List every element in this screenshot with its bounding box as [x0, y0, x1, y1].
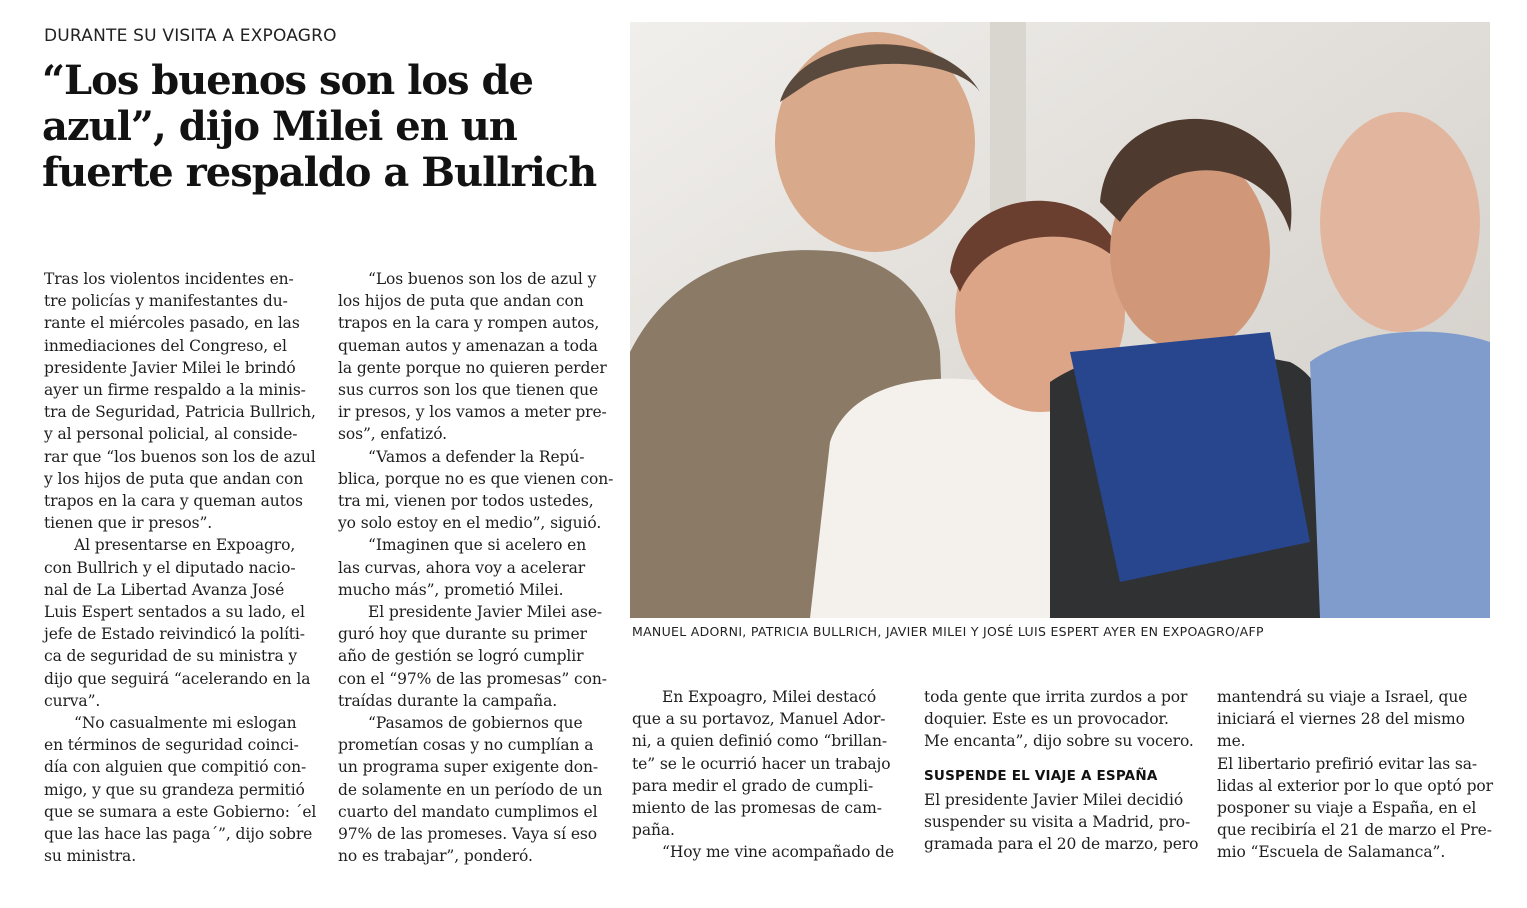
article-column-2 [338, 268, 618, 867]
paragraph: Al presentarse en Expoagro, con Bullrich y el diputado nacio- nal de La Libertad Avanza José Luis Espert sentados a su lado, el jefe de Estado reivindicó la políti- ca de seguridad de su ministra y dijo que seguirá “acelerando en la curva”. [44, 536, 311, 710]
paragraph: “Hoy me vine acompañado de [662, 843, 895, 862]
paragraph: El presidente Javier Milei decidió suspender su visita a Madrid, pro- gramada para el 20 de marzo, pero [924, 790, 1199, 854]
paragraph: toda gente que irrita zurdos a por doquier. Este es un provocador. Me encanta”, dijo sobre su vocero. [924, 688, 1194, 751]
article-headline: “Los buenos son los de azul”, dijo Milei en un fuerte respaldo a Bullrich [42, 57, 597, 196]
photo-illustration [630, 22, 1490, 618]
article-column-3 [632, 686, 910, 864]
paragraph: El libertario prefirió evitar las sa- lidas al exterior por lo que optó por posponer su viaje a España, en el que recibiría el 21 de marzo el Pre- mio “Escuela de Salamanca”. [1217, 754, 1493, 862]
article-column-1 [44, 268, 324, 867]
paragraph: “No casualmente mi eslogan en términos de seguridad coinci- día con alguien que compitió con- migo, y que su grandeza permitió que se sumara a este Gobierno: ´el que las hace las paga´”, dijo sobre su ministra. [44, 714, 317, 866]
article-column-4 [924, 686, 1204, 855]
paragraph: “Imaginen que si acelero en las curvas, ahora voy a acelerar mucho más”, prometió Milei. [338, 536, 587, 599]
section-subhead: SUSPENDE EL VIAJE A ESPAÑA [924, 767, 1158, 784]
paragraph: El presidente Javier Milei ase- guró hoy que durante su primer año de gestión se logró cumplir con el “97% de las promesas” con- traídas durante la campaña. [338, 603, 607, 710]
paragraph: “Los buenos son los de azul y los hijos de puta que andan con trapos en la cara y rompen autos, queman autos y amenazan a toda la gente porque no quieren perder sus curros son los que tienen que ir presos, y los vamos a meter pre- sos”, enfatizó. [338, 270, 607, 444]
photo-caption: MANUEL ADORNI, PATRICIA BULLRICH, JAVIER MILEI Y JOSÉ LUIS ESPERT AYER EN EXPOAGRO/AFP [632, 624, 1264, 639]
paragraph: Tras los violentos incidentes en- tre policías y manifestantes du- rante el miércoles pasado, en las inmediaciones del Congreso, el presidente Javier Milei le brindó ayer un firme respaldo a la minis- tra de Seguridad, Patricia Bullrich, y al personal policial, al conside- rar que “los buenos son los de azul y los hijos de puta que andan con trapos en la cara y queman autos tienen que ir presos”. [44, 270, 316, 533]
paragraph: mantendrá su viaje a Israel, que iniciará el viernes 28 del mismo me. [1217, 688, 1468, 751]
paragraph: En Expoagro, Milei destacó que a su portavoz, Manuel Ador- ni, a quien definió como “brillan- te” se le ocurrió hacer un trabajo para medir el grado de cumpli- miento de las promesas de cam- paña. [632, 688, 891, 840]
paragraph: “Pasamos de gobiernos que prometían cosas y no cumplían a un programa super exigente don- de solamente en un período de un cuarto del mandato cumplimos el 97% de las promeses. Vaya sí eso no es trabajar”, ponderó. [338, 714, 603, 866]
paragraph: “Vamos a defender la Repú- blica, porque no es que vienen con- tra mi, vienen por todos ustedes, yo solo estoy en el medio”, siguió. [338, 447, 614, 533]
article-photo [630, 22, 1490, 618]
article-column-5 [1217, 686, 1495, 864]
article-kicker: DURANTE SU VISITA A EXPOAGRO [44, 26, 337, 46]
